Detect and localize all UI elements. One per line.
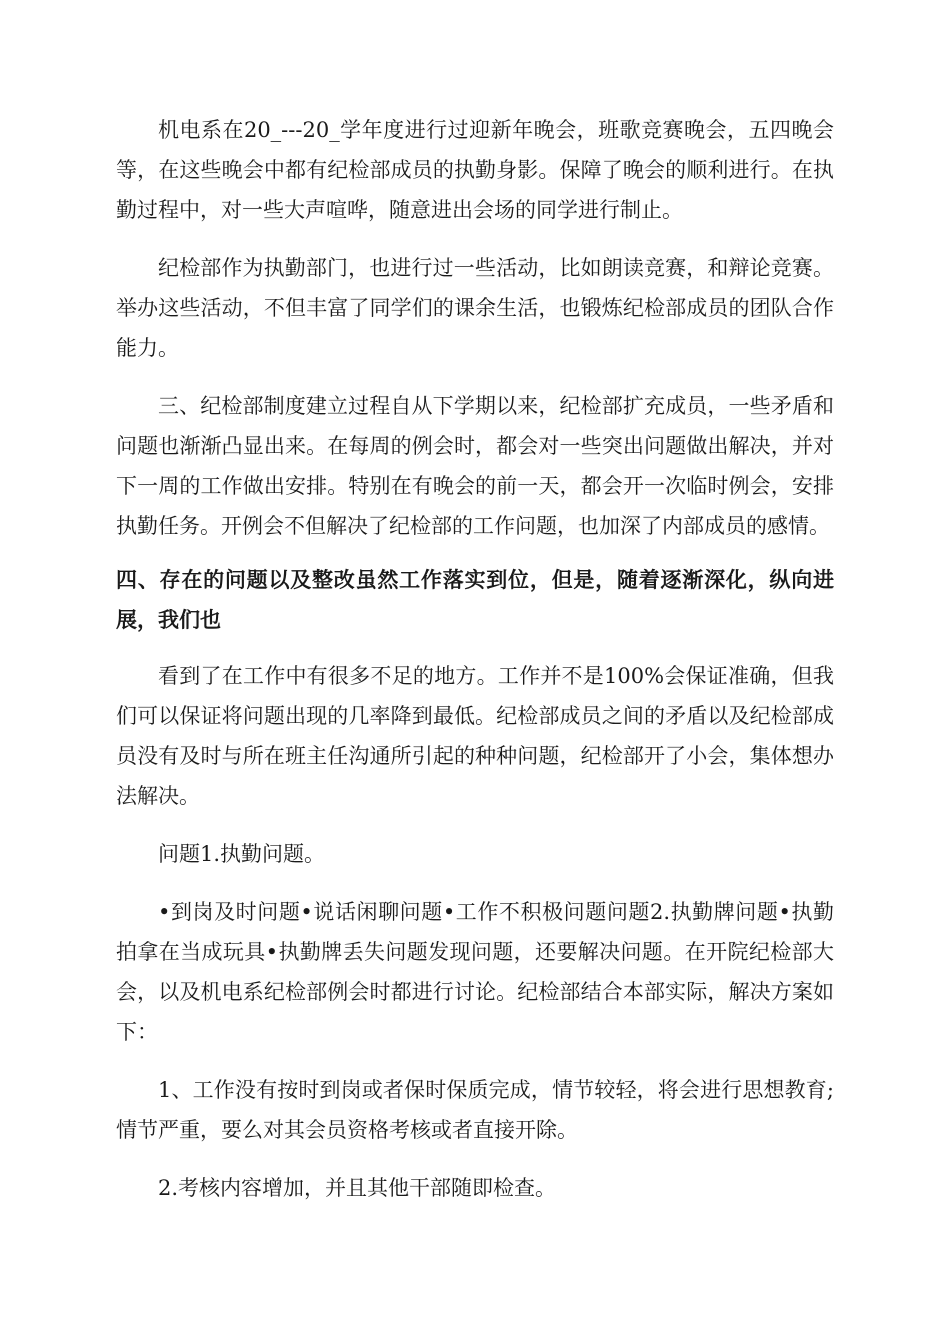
paragraph-evening-duty: 机电系在20_---20_学年度进行过迎新年晚会，班歌竞赛晚会，五四晚会等，在这些晚会中都有纪检部成员的执勤身影。保障了晚会的顺利进行。在执勤过程中，对一些大声喧哗，随意进出会场的同学进行制止。 — [116, 118, 834, 222]
paragraph-problem-1: 问题1.执勤问题。 — [158, 842, 326, 866]
paragraph-shortcomings: 看到了在工作中有很多不足的地方。工作并不是100%会保证准确，但我们可以保证将问题出现的几率降到最低。纪检部成员之间的矛盾以及纪检部成员没有及时与所在班主任沟通所引起的种种问题，纪检部开了小会，集体想办法解决。 — [116, 664, 834, 808]
paragraph-system-building: 三、纪检部制度建立过程自从下学期以来，纪检部扩充成员，一些矛盾和问题也渐渐凸显出来。在每周的例会时，都会对一些突出问题做出解决，并对下一周的工作做出安排。特别在有晚会的前一天，都会开一次临时例会，安排执勤任务。开例会不但解决了纪检部的工作问题，也加深了内部成员的感情。 — [116, 394, 834, 538]
paragraph-problem-list: •到岗及时问题•说话闲聊问题•工作不积极问题问题2.执勤牌问题•执勤拍拿在当成玩具•执勤牌丢失问题发现问题，还要解决问题。在开院纪检部大会，以及机电系纪检部例会时都进行讨论。纪检部结合本部实际，解决方案如下： — [116, 900, 834, 1044]
document-page — [116, 110, 834, 1208]
section-heading-problems: 四、存在的问题以及整改虽然工作落实到位，但是，随着逐渐深化，纵向进展，我们也 — [116, 568, 834, 632]
paragraph-activities: 纪检部作为执勤部门，也进行过一些活动，比如朗读竞赛，和辩论竞赛。举办这些活动，不但丰富了同学们的课余生活，也锻炼纪检部成员的团队合作能力。 — [116, 256, 834, 360]
paragraph-solution-2: 2.考核内容增加，并且其他干部随即检查。 — [158, 1176, 557, 1200]
paragraph-solution-1: 1、工作没有按时到岗或者保时保质完成，情节较轻，将会进行思想教育;情节严重，要么对其会员资格考核或者直接开除。 — [116, 1078, 834, 1142]
